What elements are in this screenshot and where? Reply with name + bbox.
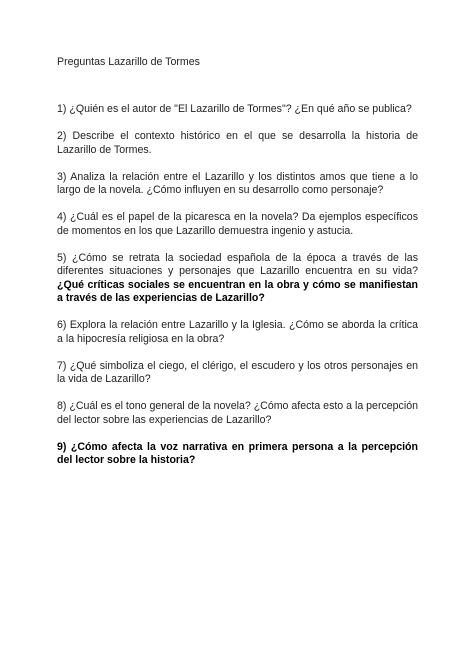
question-text: 2) Describe el contexto histórico en el que se desarrolla la historia de Lazarillo de Tormes. bbox=[57, 130, 418, 156]
question-item bbox=[57, 211, 418, 238]
question-text: 7) ¿Qué simboliza el ciego, el clérigo, el escudero y los otros personajes en la vida de Lazarillo? bbox=[57, 359, 418, 385]
question-text: 8) ¿Cuál es el tono general de la novela? ¿Cómo afecta esto a la percepción del lector sobre las experiencias de Lazarillo? bbox=[57, 400, 418, 426]
question-item bbox=[57, 400, 418, 427]
question-text: 6) Explora la relación entre Lazarillo y la Iglesia. ¿Cómo se aborda la crítica a la hipocresía religiosa en la obra? bbox=[57, 319, 418, 345]
question-text: 1) ¿Quién es el autor de "El Lazarillo de Tormes"? ¿En qué año se publica? bbox=[57, 103, 412, 115]
question-item bbox=[57, 252, 418, 306]
document-title: Preguntas Lazarillo de Tormes bbox=[57, 56, 200, 68]
question-bold-text: ¿Qué críticas sociales se encuentran en la obra y cómo se manifiestan a través de las experiencias de Lazarillo? bbox=[57, 278, 418, 304]
question-bold-text: 9) ¿Cómo afecta la voz narrativa en primera persona a la percepción del lector sobre la historia? bbox=[57, 440, 418, 466]
question-item bbox=[57, 360, 418, 387]
question-item bbox=[57, 319, 418, 346]
question-item bbox=[57, 441, 418, 468]
question-item bbox=[57, 130, 418, 157]
question-text: 5) ¿Cómo se retrata la sociedad española de la época a través de las diferentes situaciones y personajes que Lazarillo encuentra en su vida? bbox=[57, 251, 418, 277]
question-item bbox=[57, 171, 418, 198]
question-item bbox=[57, 103, 418, 117]
question-list bbox=[57, 103, 418, 481]
question-text: 4) ¿Cuál es el papel de la picaresca en la novela? Da ejemplos específicos de momentos en los que Lazarillo demuestra ingenio y astucia. bbox=[57, 211, 418, 237]
question-text: 3) Analiza la relación entre el Lazarillo y los distintos amos que tiene a lo largo de la novela. ¿Cómo influyen en su desarrollo como personaje? bbox=[57, 170, 418, 196]
